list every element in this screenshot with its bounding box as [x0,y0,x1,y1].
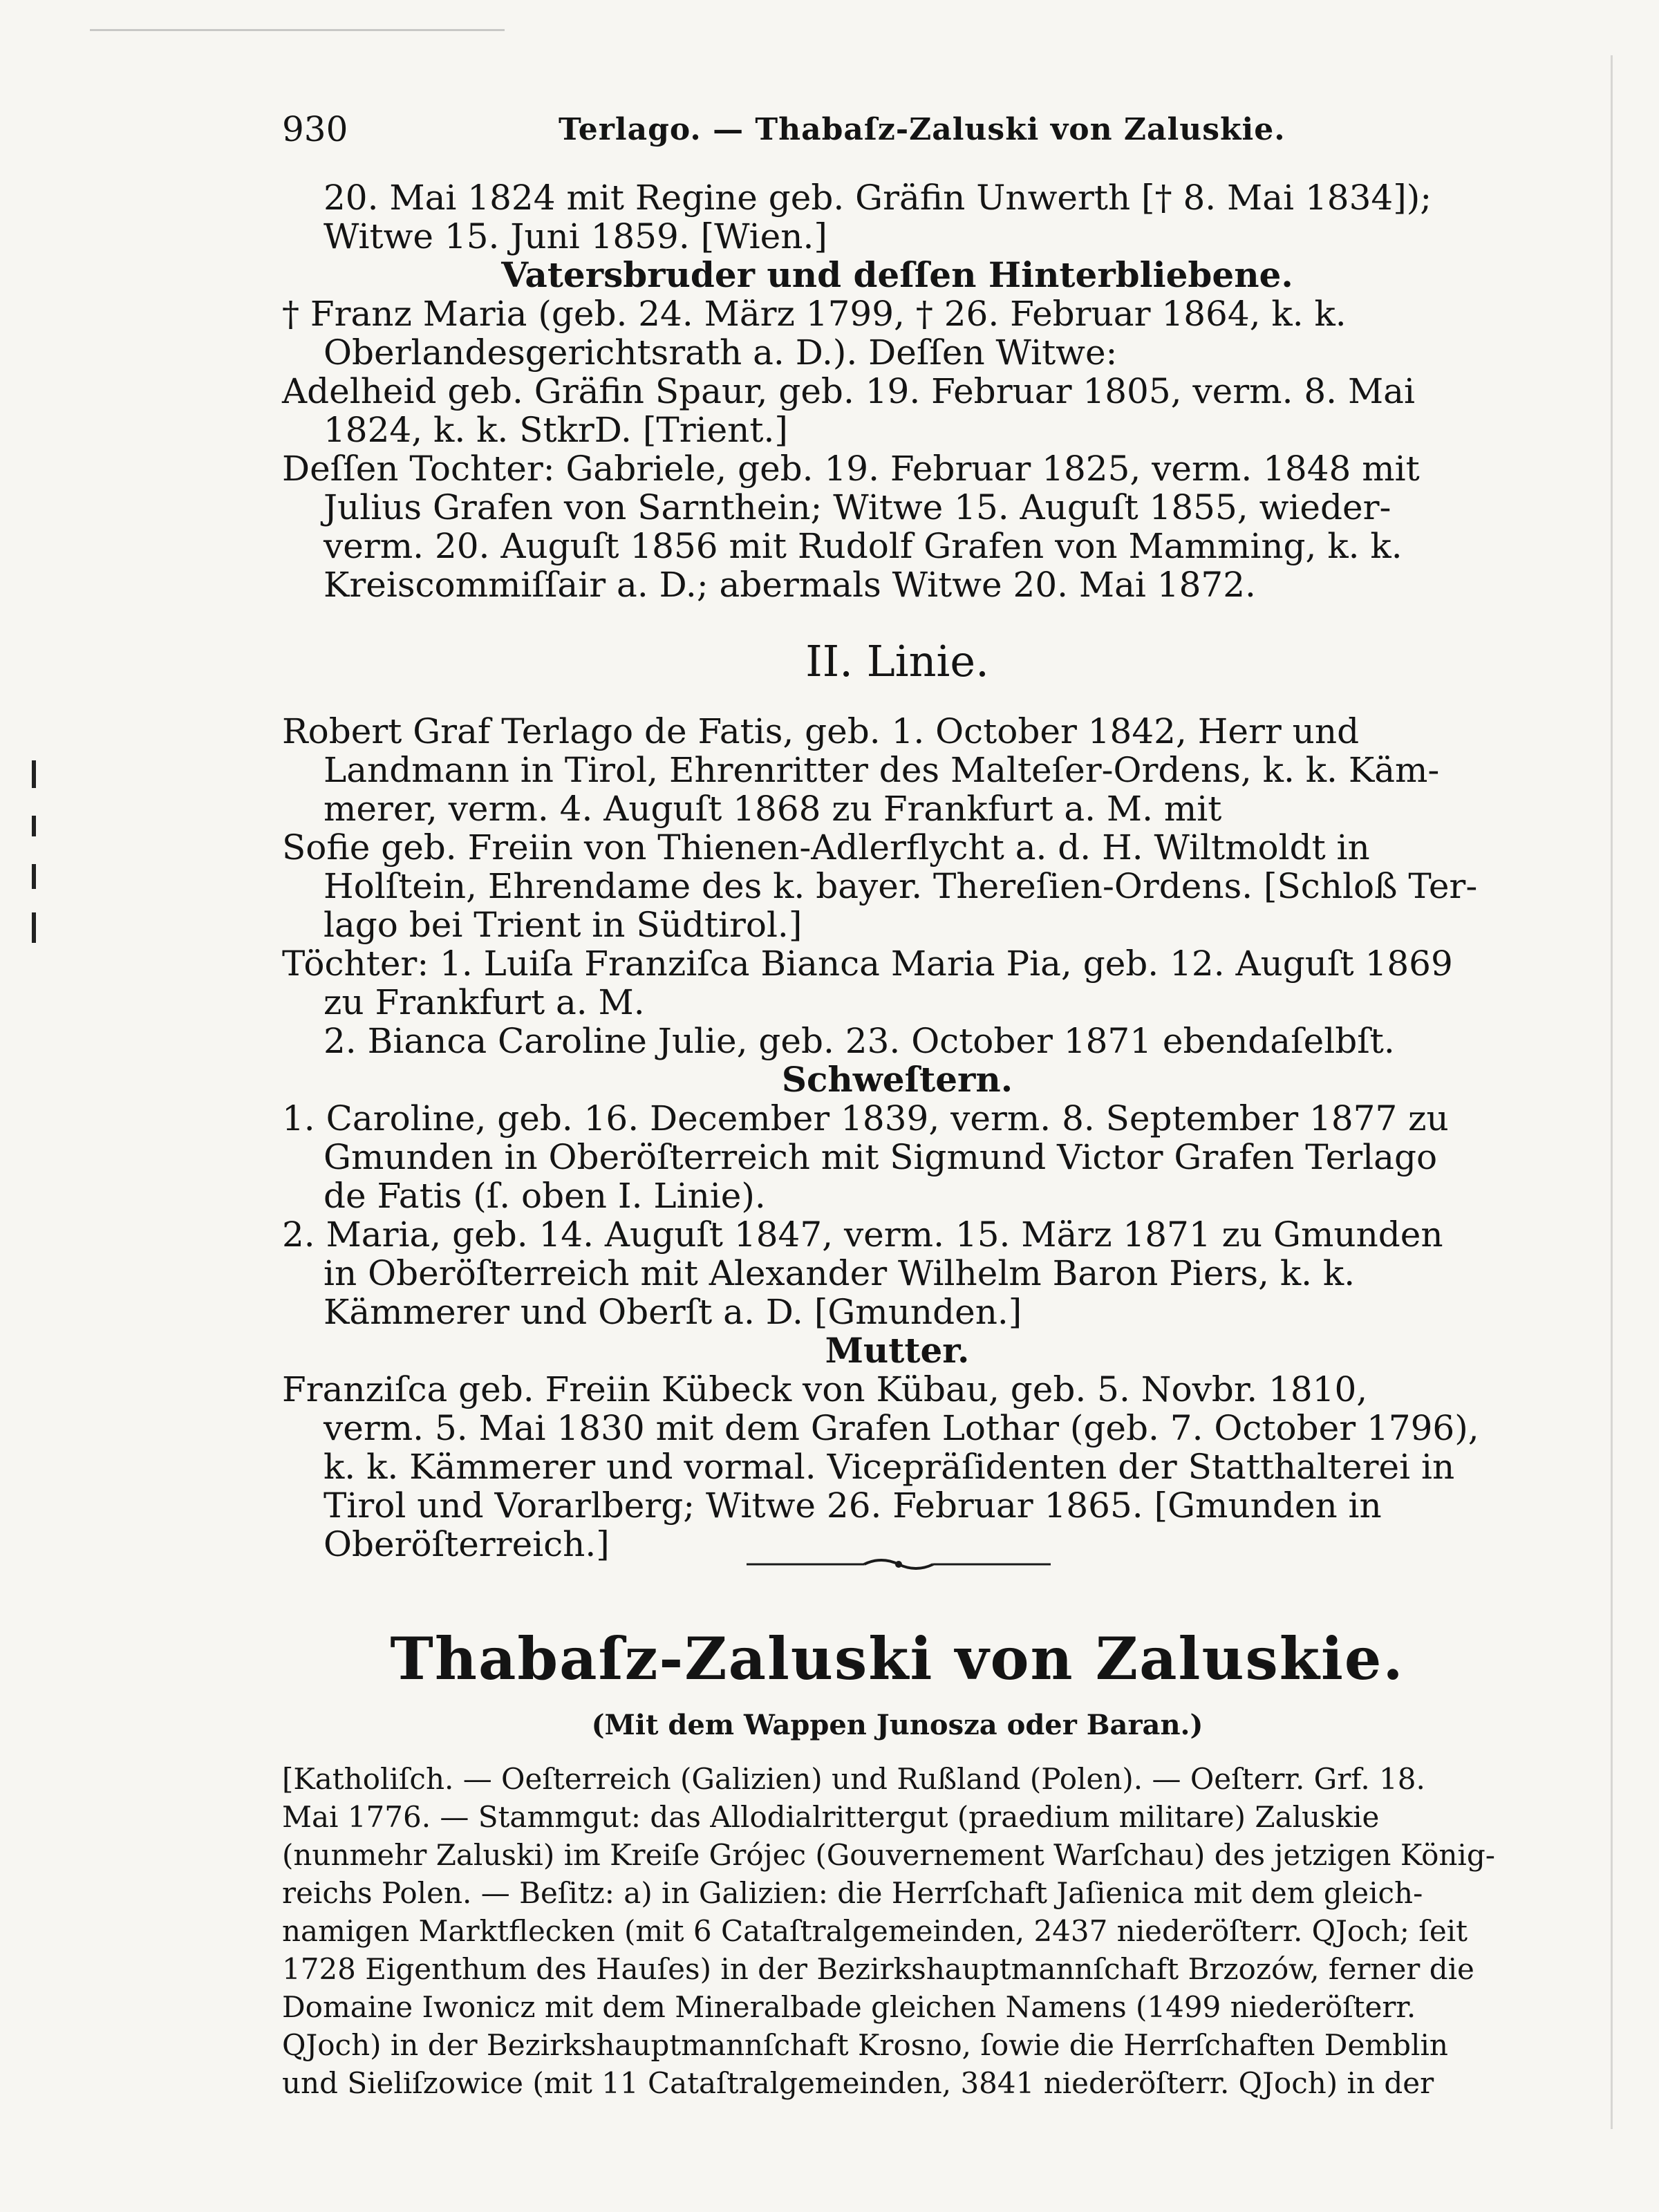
text-line: Oberlandesgerichtsrath a. D.). Deſſen Witwe: [324,332,1118,373]
text-line: Julius Grafen von Sarnthein; Witwe 15. Auguſt 1855, wieder- [324,487,1391,527]
article-title: Thabaſz-Zaluski von Zaluskie. [390,1624,1405,1693]
text-line: in Oberöſterreich mit Alexander Wilhelm Baron Piers, k. k. [324,1253,1356,1293]
text-line: [Katholiſch. — Oeſterreich (Galizien) und Rußland (Polen). — Oeſterr. Grf. 18. [282,1762,1425,1796]
text-line: Oberöſterreich.] [324,1524,610,1564]
scan-margin-mark [32,816,36,836]
text-line: lago bei Trient in Südtirol.] [324,905,803,945]
subsection-heading: Schweſtern. [781,1059,1013,1100]
page-number: 930 [282,109,348,149]
text-line: Töchter: 1. Luiſa Franziſca Bianca Maria Pia, geb. 12. Auguſt 1869 [282,944,1453,984]
text-line: Tirol und Vorarlberg; Witwe 26. Februar 1865. [Gmunden in [324,1485,1382,1526]
running-header [282,104,1512,159]
text-line: 1728 Eigenthum des Hauſes) in der Bezirkshauptmannſchaft Brzozów, ferner die [282,1952,1474,1986]
text-line: verm. 20. Auguſt 1856 mit Rudolf Grafen von Mamming, k. k. [324,526,1403,566]
scan-noise-top [90,29,505,31]
text-line: zu Frankfurt a. M. [324,982,645,1022]
text-line: Holſtein, Ehrendame des k. bayer. Thereſien-Ordens. [Schloß Ter- [324,866,1478,906]
text-line: 1. Caroline, geb. 16. December 1839, verm. 8. September 1877 zu [282,1098,1449,1138]
section-terlago-line1-continued [282,178,1512,604]
text-line: QJoch) in der Bezirkshauptmannſchaft Krosno, ſowie die Herrſchaften Demblin [282,2028,1448,2062]
section-terlago-line2 [282,712,1512,1564]
text-line: 20. Mai 1824 mit Regine geb. Gräfin Unwerth [† 8. Mai 1834]); [324,178,1432,218]
subsection-heading: Mutter. [825,1330,970,1371]
text-line: (nunmehr Zaluski) im Kreiſe Grójec (Gouvernement Warſchau) des jetzigen König- [282,1838,1495,1872]
scan-noise-right-edge [1611,55,1613,2129]
ornament-divider [747,1554,1051,1575]
text-line: Franziſca geb. Freiin Kübeck von Kübau, geb. 5. Novbr. 1810, [282,1369,1368,1409]
text-line: Domaine Iwonicz mit dem Mineralbade gleichen Namens (1499 niederöſterr. [282,1990,1416,2024]
text-line: 2. Bianca Caroline Julie, geb. 23. October 1871 ebendaſelbſt. [324,1021,1395,1061]
text-line: Mai 1776. — Stammgut: das Allodialrittergut (praedium militare) Zaluskie [282,1800,1380,1834]
text-line: reichs Polen. — Beſitz: a) in Galizien: die Herrſchaft Jaſienica mit dem gleich- [282,1876,1423,1910]
text-line: Adelheid geb. Gräfin Spaur, geb. 19. Februar 1805, verm. 8. Mai [282,371,1415,411]
text-line: und Sieliſzowice (mit 11 Cataſtralgemeinden, 3841 niederöſterr. QJoch) in der [282,2066,1434,2100]
text-line: Landmann in Tirol, Ehrenritter des Malteſer-Ordens, k. k. Käm- [324,750,1440,790]
text-line: Witwe 15. Juni 1859. [Wien.] [324,216,827,256]
article-subtitle: (Mit dem Wappen Junosza oder Baran.) [591,1709,1203,1741]
section-heading-linie-2: II. Linie. [805,636,989,686]
scan-margin-mark [32,912,36,943]
text-line: 2. Maria, geb. 14. Auguſt 1847, verm. 15. März 1871 zu Gmunden [282,1215,1443,1255]
text-line: Kämmerer und Oberſt a. D. [Gmunden.] [324,1292,1022,1332]
subsection-heading: Vatersbruder und deſſen Hinterbliebene. [501,254,1293,295]
scan-margin-mark [32,864,36,889]
text-line: merer, verm. 4. Auguſt 1868 zu Frankfurt a. M. mit [324,789,1222,829]
text-line: verm. 5. Mai 1830 mit dem Grafen Lothar (geb. 7. October 1796), [324,1408,1479,1448]
text-line: Gmunden in Oberöſterreich mit Sigmund Victor Grafen Terlago [324,1137,1438,1177]
scan-margin-mark [32,760,36,788]
text-line: 1824, k. k. StkrD. [Trient.] [324,410,788,450]
text-line: Kreiscommiſſair a. D.; abermals Witwe 20. Mai 1872. [324,565,1256,605]
text-line: † Franz Maria (geb. 24. März 1799, † 26. Februar 1864, k. k. [282,294,1347,334]
text-line: namigen Marktflecken (mit 6 Cataſtralgemeinden, 2437 niederöſterr. QJoch; ſeit [282,1914,1468,1948]
text-line: Deſſen Tochter: Gabriele, geb. 19. Februar 1825, verm. 1848 mit [282,449,1420,489]
text-line: Sofie geb. Freiin von Thienen-Adlerflycht a. d. H. Wiltmoldt in [282,827,1370,868]
text-line: k. k. Kämmerer und vormal. Vicepräſidenten der Statthalterei in [324,1447,1455,1487]
running-title: Terlago. — Thabaſz-Zaluski von Zaluskie. [559,112,1286,147]
article-body-thabasz-zaluski [282,1760,1512,2102]
text-line: de Fatis (ſ. oben I. Linie). [324,1176,766,1216]
text-line: Robert Graf Terlago de Fatis, geb. 1. October 1842, Herr und [282,711,1360,751]
